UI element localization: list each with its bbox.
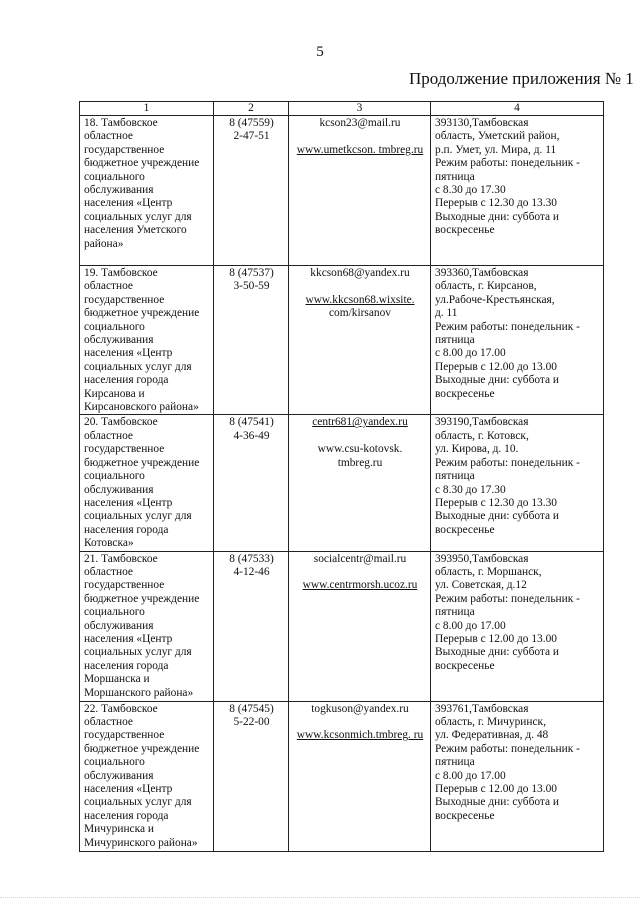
institution-name-line: Моршанского района» [84,686,194,699]
address-line: область, Уметский район, [435,130,560,143]
institution-name-line: государственное [84,293,165,306]
address-line: пятница [435,334,475,347]
table-row [80,415,604,551]
institution-name-line: обслуживания [84,769,154,782]
institution-name-line: населения Уметского [84,224,187,237]
institution-name-line: Кирсановского района» [84,401,199,414]
address-line: ул. Федеративная, д. 48 [435,729,549,742]
institution-name-line: населения города [84,659,169,672]
phone-cell [214,701,289,851]
contacts-cell [289,551,431,701]
address-line: ул. Кирова, д. 10. [435,443,519,456]
phone-cell [214,116,289,266]
address-line: пятница [435,170,475,183]
phone-line: 8 (47537) [229,267,274,279]
institution-name-line: государственное [84,579,165,592]
contacts-cell [289,415,431,551]
address-line: Режим работы: понедельник - [435,320,580,333]
address-line: Выходные дни: суббота и [435,646,560,659]
institution-name-line: государственное [84,443,165,456]
table-row [80,116,604,266]
institution-name-line: бюджетное учреждение [84,456,200,469]
institution-name-line: 20. Тамбовское [84,416,158,429]
website-link[interactable]: www.umetkcson. tmbreg.ru [296,143,424,156]
page-number: 5 [316,44,324,60]
address-line: область, г. Котовск, [435,429,529,442]
institution-name-cell [80,415,214,551]
institution-name-line: населения «Центр [84,197,173,210]
scan-artifact-line [0,897,640,902]
address-line: Режим работы: понедельник - [435,592,580,605]
address-line: Выходные дни: суббота и [435,796,560,809]
header-col-4: 4 [431,102,604,116]
table-row [80,551,604,701]
institution-name-line: бюджетное учреждение [84,307,200,320]
website-link[interactable]: www.centrmorsh.ucoz.ru [302,579,418,592]
address-line: 393190,Тамбовская [435,416,529,429]
address-line: 393761,Тамбовская [435,702,529,715]
address-cell [431,551,604,701]
institution-name-line: населения города [84,809,169,822]
institution-name-line: социальных услуг для [84,360,192,373]
address-cell [431,415,604,551]
email-link[interactable]: kkcson68@yandex.ru [310,267,410,279]
table-row [80,266,604,415]
table-header-row [80,102,604,116]
institution-name-line: социального [84,170,145,183]
address-line: с 8.00 до 17.00 [435,347,506,360]
email-link[interactable]: kcson23@mail.ru [319,117,401,129]
institution-name-line: социального [84,756,145,769]
address-line: 393130,Тамбовская [435,117,529,129]
institution-name-line: государственное [84,143,165,156]
phone-line: 4-12-46 [233,565,270,578]
phone-cell [214,415,289,551]
address-line: Перерыв с 12.00 до 13.00 [435,360,557,373]
header-col-2: 2 [214,102,289,116]
institution-name-line: обслуживания [84,483,154,496]
address-line: воскресенье [435,387,495,400]
institution-name-line: населения города [84,374,169,387]
spacer [293,566,427,579]
institution-name-line: населения «Центр [84,347,173,360]
institution-name-line: социального [84,470,145,483]
address-line: с 8.00 до 17.00 [435,619,506,632]
header-col-1: 1 [80,102,214,116]
institution-name-line: 22. Тамбовское [84,702,158,715]
address-line: с 8.30 до 17.30 [435,184,506,197]
institution-name-line: социальных услуг для [84,646,192,659]
address-line: область, г. Моршанск, [435,565,542,578]
institution-name-line: населения «Центр [84,632,173,645]
address-line: ул.Рабоче-Крестьянская, [435,293,555,306]
spacer [293,430,427,443]
address-line: Режим работы: понедельник - [435,157,580,170]
website-link[interactable]: com/kirsanov [328,307,391,320]
institution-name-line: Мичуринского района» [84,836,198,849]
table-row [80,701,604,851]
institution-name-line: обслуживания [84,619,154,632]
address-line: Перерыв с 12.30 до 13.30 [435,496,557,509]
address-cell [431,266,604,415]
spacer [293,716,427,729]
address-line: область, г. Кирсанов, [435,280,537,293]
phone-cell [214,551,289,701]
institution-name-line: бюджетное учреждение [84,742,200,755]
address-line: область, г. Мичуринск, [435,715,546,728]
phone-line: 8 (47533) [229,552,274,565]
address-line: Режим работы: понедельник - [435,456,580,469]
institution-name-line: Котовска» [84,537,134,550]
institution-name-line: областное [84,715,133,728]
phone-line: 8 (47541) [229,416,274,429]
address-line: Выходные дни: суббота и [435,374,560,387]
spacer [293,130,427,143]
institution-name-cell [80,701,214,851]
institution-name-line: областное [84,429,133,442]
institution-name-line: областное [84,565,133,578]
phone-line: 2-47-51 [233,130,270,143]
email-link[interactable]: socialcentr@mail.ru [313,552,407,565]
address-line: Выходные дни: суббота и [435,210,560,223]
address-line: Выходные дни: суббота и [435,510,560,523]
institution-name-line: государственное [84,729,165,742]
institution-name-line: областное [84,130,133,143]
institution-name-line: социальных услуг для [84,510,192,523]
institution-name-line: обслуживания [84,184,154,197]
address-line: с 8.00 до 17.00 [435,769,506,782]
institution-name-line: обслуживания [84,334,154,347]
institution-name-line: Моршанска и [84,673,150,686]
appendix-title: Продолжение приложения № 1 [409,69,634,88]
phone-line: 8 (47559) [229,117,274,129]
institution-name-line: бюджетное учреждение [84,592,200,605]
institution-name-line: областное [84,280,133,293]
address-line: пятница [435,756,475,769]
institution-name-line: 21. Тамбовское [84,552,158,565]
website-link[interactable]: www.kkcson68.wixsite. [305,293,415,306]
address-line: 393950,Тамбовская [435,552,529,565]
institution-name-line: населения «Центр [84,782,173,795]
email-link[interactable]: togkuson@yandex.ru [311,702,409,715]
contacts-cell [289,266,431,415]
table-body [80,116,604,852]
address-cell [431,701,604,851]
address-line: д. 11 [435,307,458,320]
institution-name-cell [80,116,214,266]
email-link[interactable]: centr681@yandex.ru [312,416,408,429]
institution-name-line: бюджетное учреждение [84,157,200,170]
institution-name-line: 19. Тамбовское [84,267,158,279]
phone-cell [214,266,289,415]
institution-name-line: Мичуринска и [84,823,154,836]
address-line: воскресенье [435,224,495,237]
institutions-table [79,101,604,852]
address-line: воскресенье [435,523,495,536]
address-cell [431,116,604,266]
institution-name-line: населения «Центр [84,496,173,509]
website-link[interactable]: tmbreg.ru [337,456,383,469]
address-line: пятница [435,470,475,483]
spacer [293,280,427,293]
institution-name-cell [80,266,214,415]
address-line: с 8.30 до 17.30 [435,483,506,496]
address-line: Перерыв с 12.30 до 13.30 [435,197,557,210]
website-link[interactable]: www.csu-kotovsk. [317,443,403,456]
institution-name-line: населения города [84,523,169,536]
address-line: Перерыв с 12.00 до 13.00 [435,632,557,645]
address-line: р.п. Умет, ул. Мира, д. 11 [435,143,557,156]
institution-name-line: 18. Тамбовское [84,117,158,129]
address-line: воскресенье [435,659,495,672]
institution-name-line: социального [84,320,145,333]
institution-name-line: социальных услуг для [84,210,192,223]
phone-line: 5-22-00 [233,715,270,728]
phone-line: 8 (47545) [229,702,274,715]
address-line: Режим работы: понедельник - [435,742,580,755]
address-line: 393360,Тамбовская [435,267,529,279]
phone-line: 4-36-49 [233,429,270,442]
address-line: пятница [435,606,475,619]
institution-name-cell [80,551,214,701]
website-link[interactable]: www.kcsonmich.tmbreg. ru [296,729,424,742]
institution-name-line: социальных услуг для [84,796,192,809]
address-line: Перерыв с 12.00 до 13.00 [435,782,557,795]
address-line: воскресенье [435,809,495,822]
header-col-3: 3 [289,102,431,116]
institution-name-line: социального [84,606,145,619]
institution-name-line: Кирсанова и [84,387,145,400]
address-line: ул. Советская, д.12 [435,579,527,592]
institution-name-line: района» [84,237,124,250]
contacts-cell [289,701,431,851]
phone-line: 3-50-59 [233,280,270,293]
contacts-cell [289,116,431,266]
